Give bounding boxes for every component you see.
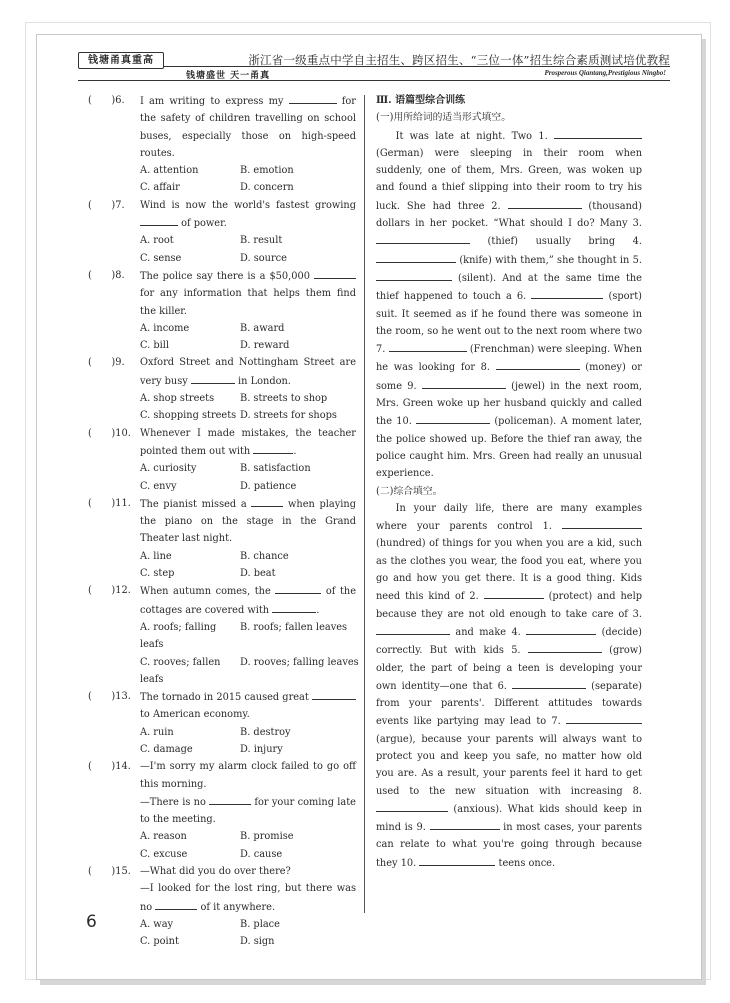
question-number: ( )15. bbox=[88, 866, 131, 878]
passage-blank-3[interactable] bbox=[376, 623, 450, 635]
question-number: ( )7. bbox=[88, 199, 125, 211]
passage-text: (Frenchman) were sleeping. When he was looking for 8. bbox=[376, 344, 643, 374]
question-number: ( )13. bbox=[88, 691, 131, 703]
right-column bbox=[376, 92, 642, 872]
option-b[interactable]: B. promise bbox=[240, 831, 294, 843]
question-number: ( )14. bbox=[88, 761, 131, 773]
stem-text: —I looked for the lost ring, but there was no bbox=[140, 883, 356, 913]
question-10 bbox=[88, 425, 356, 495]
stem-text: in London. bbox=[234, 375, 291, 387]
stem-text: when playing the piano on the stage in the Grand Theater last night. bbox=[140, 498, 356, 545]
passage-blank-9[interactable] bbox=[430, 818, 500, 830]
option-a[interactable]: A. line bbox=[140, 550, 172, 562]
passage-blank-9[interactable] bbox=[422, 377, 506, 389]
option-a[interactable]: A. reason bbox=[140, 831, 187, 843]
stem-text: of power. bbox=[178, 218, 227, 230]
passage-blank-1[interactable] bbox=[554, 127, 642, 139]
options bbox=[140, 828, 356, 863]
question-13 bbox=[88, 688, 356, 758]
passage-blank-2[interactable] bbox=[508, 197, 582, 209]
answer-blank[interactable] bbox=[251, 495, 283, 507]
option-b[interactable]: B. destroy bbox=[240, 726, 291, 738]
stem-text: for your coming late to the meeting. bbox=[140, 796, 356, 826]
question-9 bbox=[88, 354, 356, 424]
passage-blank-5[interactable] bbox=[528, 641, 602, 653]
passage-text: (jewel) in the next room, Mrs. Green woke up her husband quickly and called the 10. bbox=[376, 380, 642, 428]
option-b[interactable]: B. place bbox=[240, 918, 280, 930]
option-d[interactable]: D. beat bbox=[240, 568, 276, 580]
question-stem bbox=[140, 354, 356, 390]
question-stem bbox=[140, 425, 356, 461]
header-rule-bottom bbox=[78, 80, 670, 81]
option-d[interactable]: D. concern bbox=[240, 182, 294, 194]
passage-blank-7[interactable] bbox=[389, 340, 467, 352]
passage-blank-3[interactable] bbox=[376, 232, 470, 244]
answer-blank[interactable] bbox=[312, 688, 356, 700]
option-c[interactable]: C. bill bbox=[140, 340, 170, 352]
question-number: ( )12. bbox=[88, 585, 131, 597]
stem-text: I am writing to express my bbox=[140, 96, 284, 107]
question-number: ( )10. bbox=[88, 427, 131, 439]
option-c[interactable]: C. step bbox=[140, 568, 175, 580]
part2-title: (二)综合填空。 bbox=[376, 485, 443, 497]
stem-text: The pianist missed a bbox=[140, 498, 247, 510]
dialogue-line: —What did you do over there? bbox=[140, 866, 291, 878]
passage-text: (hundred) of things for you when you are a kid, such as the clothes you wear, the food you eat, where you go and how you get there. It is a good thing. Kids need this kind of 2. bbox=[376, 538, 642, 603]
passage-text: (argue), because your parents will always want to protect you and keep you safe, no matter how old you are. As a result, your parents feel it hard to get used to the new situation with increasing 8. bbox=[376, 733, 642, 797]
option-b[interactable]: B. satisfaction bbox=[240, 463, 311, 475]
stem-text: for any information that helps them find the killer. bbox=[140, 288, 356, 317]
option-c[interactable]: C. affair bbox=[140, 182, 180, 194]
options bbox=[140, 724, 356, 759]
option-b[interactable]: B. emotion bbox=[240, 165, 294, 177]
question-number: ( )8. bbox=[88, 269, 125, 281]
dialogue-line bbox=[140, 880, 356, 916]
passage-blank-10[interactable] bbox=[416, 412, 490, 424]
option-b[interactable]: B. roofs; fallen leaves bbox=[240, 621, 348, 633]
logo-sub: 钱塘盛世 天一甬真 bbox=[186, 71, 271, 81]
option-a[interactable]: A. income bbox=[140, 322, 190, 334]
option-d[interactable]: D. cause bbox=[240, 848, 283, 860]
stem-text: of it anywhere. bbox=[197, 901, 276, 913]
option-b[interactable]: B. chance bbox=[240, 550, 289, 562]
header-title: 浙江省一级重点中学自主招生、跨区招生、“三位一体”招生综合素质测试培优教程 bbox=[248, 53, 670, 67]
page-header bbox=[78, 50, 670, 84]
stem-text: Wind is now the world's fastest growing bbox=[140, 199, 356, 211]
option-d[interactable]: D. injury bbox=[240, 743, 283, 755]
option-b[interactable]: B. streets to shop bbox=[240, 393, 328, 405]
options bbox=[140, 232, 356, 267]
option-a[interactable]: A. attention bbox=[140, 165, 199, 177]
option-c[interactable]: C. point bbox=[140, 936, 179, 948]
answer-blank[interactable] bbox=[314, 267, 356, 279]
option-c[interactable]: C. damage bbox=[140, 743, 193, 755]
option-c[interactable]: C. rooves; fallen leafs bbox=[140, 656, 221, 685]
passage-1 bbox=[376, 127, 642, 483]
passage-text: (decide) correctly. But with kids 5. bbox=[376, 626, 642, 657]
section-title: Ⅲ. 语篇型综合训练 bbox=[376, 95, 466, 106]
passage-text: (grow) older, the part of being a teen is developing your own identity—one that 6. bbox=[376, 645, 642, 692]
passage-text: (money) or some 9. bbox=[376, 362, 642, 392]
answer-blank[interactable] bbox=[275, 582, 321, 594]
question-stem bbox=[140, 495, 356, 548]
option-a[interactable]: A. way bbox=[140, 918, 174, 930]
question-number: ( )6. bbox=[88, 95, 125, 106]
passage-blank-4[interactable] bbox=[376, 251, 456, 263]
passage-text: (thousand) dollars in her pocket. “What should I do? Many 3. bbox=[376, 200, 642, 230]
question-stem bbox=[140, 863, 356, 916]
question-6 bbox=[88, 92, 356, 197]
passage-blank-5[interactable] bbox=[376, 269, 452, 281]
question-11 bbox=[88, 495, 356, 582]
options bbox=[140, 916, 356, 951]
question-stem bbox=[140, 582, 356, 619]
passage-text: It was late at night. Two 1. bbox=[395, 130, 554, 142]
stem-text: Oxford Street and Nottingham Street are very busy bbox=[140, 357, 356, 387]
option-d[interactable]: D. reward bbox=[240, 340, 290, 352]
question-stem bbox=[140, 758, 356, 828]
dialogue-line: —I'm sorry my alarm clock failed to go off this morning. bbox=[140, 761, 356, 790]
passage-blank-6[interactable] bbox=[512, 677, 586, 689]
passage-text: and make 4. bbox=[450, 626, 527, 638]
stem-text: . bbox=[293, 445, 297, 457]
passage-text: (separate) from your parents'. Different attitudes towards events like partying may lead to 7. bbox=[376, 680, 642, 728]
passage-2 bbox=[376, 500, 642, 872]
option-d[interactable]: D. rooves; falling leaves bbox=[240, 656, 359, 668]
passage-text: (knife) with them,” she thought in 5. bbox=[456, 254, 642, 266]
header-subtitle: Prosperous Qiantang,Prestigious Ningbo! bbox=[544, 69, 666, 77]
passage-blank-1[interactable] bbox=[562, 517, 642, 529]
option-c[interactable]: C. shopping streets bbox=[140, 410, 237, 422]
stem-text: . bbox=[316, 604, 320, 616]
question-12 bbox=[88, 582, 359, 688]
passage-text: (sport) suit. It seemed as if he found there was someone in the room, so he went out to the next room where two 7. bbox=[376, 291, 642, 356]
option-a[interactable]: A. shop streets bbox=[140, 393, 215, 405]
passage-blank-8[interactable] bbox=[496, 358, 580, 370]
left-column bbox=[88, 92, 359, 951]
question-number: ( )9. bbox=[88, 357, 125, 369]
question-7 bbox=[88, 197, 356, 267]
option-d[interactable]: D. patience bbox=[240, 480, 297, 492]
dialogue-line bbox=[140, 793, 356, 829]
question-stem bbox=[140, 688, 356, 724]
passage-text: teens once. bbox=[495, 857, 556, 869]
stem-text: When autumn comes, the bbox=[140, 586, 271, 598]
options bbox=[140, 390, 356, 425]
option-a[interactable]: A. roofs; falling leafs bbox=[140, 621, 217, 651]
passage-text: (silent). And at the same time the thief happened to touch a 6. bbox=[376, 272, 642, 303]
passage-text: in most cases, your parents can relate to what you're going through because they 10. bbox=[376, 822, 642, 869]
stem-text: to American economy. bbox=[140, 709, 250, 721]
option-c[interactable]: C. excuse bbox=[140, 848, 188, 860]
option-a[interactable]: A. ruin bbox=[140, 726, 174, 738]
passage-text: (German) were sleeping in their room when suddenly, one of them, Mrs. Green, was woken up and found a thief slipping into their room to try his luck. She had three 2. bbox=[376, 147, 642, 212]
passage-text: (thief) usually bring 4. bbox=[470, 236, 642, 248]
question-8 bbox=[88, 267, 356, 354]
question-15 bbox=[88, 863, 356, 950]
passage-text: (anxious). What kids should keep in mind is 9. bbox=[376, 803, 642, 834]
stem-text: The police say there is a $50,000 bbox=[140, 270, 310, 282]
page-number: 6 bbox=[86, 912, 97, 932]
option-d[interactable]: D. sign bbox=[240, 936, 275, 948]
stem-text: The tornado in 2015 caused great bbox=[140, 692, 309, 704]
option-a[interactable]: A. root bbox=[140, 235, 174, 247]
answer-blank[interactable] bbox=[209, 793, 251, 805]
options bbox=[140, 460, 356, 495]
answer-blank[interactable] bbox=[289, 92, 337, 104]
question-number: ( )11. bbox=[88, 497, 131, 509]
options bbox=[140, 320, 356, 355]
passage-text: In your daily life, there are many examples where your parents control 1. bbox=[376, 502, 642, 533]
passage-text: (policeman). A moment later, the police showed up. Before the thief ran away, the police caught him. Mrs. Green had really an unusual experience. bbox=[376, 416, 643, 480]
stem-text: of the cottages are covered with bbox=[140, 586, 356, 616]
question-stem bbox=[140, 92, 356, 162]
question-stem bbox=[140, 267, 356, 320]
passage-text: (protect) and help because they are not old enough to take care of 3. bbox=[376, 591, 642, 620]
question-stem bbox=[140, 197, 356, 233]
answer-blank[interactable] bbox=[191, 372, 235, 384]
option-d[interactable]: D. streets for shops bbox=[240, 410, 337, 422]
option-d[interactable]: D. source bbox=[240, 252, 287, 264]
question-14 bbox=[88, 758, 356, 863]
option-c[interactable]: C. envy bbox=[140, 480, 177, 492]
column-divider bbox=[364, 95, 365, 913]
options bbox=[140, 548, 356, 583]
passage-blank-10[interactable] bbox=[419, 854, 495, 866]
passage-blank-4[interactable] bbox=[526, 623, 596, 635]
option-c[interactable]: C. sense bbox=[140, 252, 182, 264]
answer-blank[interactable] bbox=[253, 442, 293, 454]
passage-blank-6[interactable] bbox=[531, 287, 603, 299]
answer-blank[interactable] bbox=[140, 214, 178, 226]
part1-title: (一)用所给词的适当形式填空。 bbox=[376, 112, 512, 124]
option-b[interactable]: B. result bbox=[240, 235, 283, 247]
stem-text: for the safety of children travelling on school buses, especially those on high-speed routes. bbox=[140, 96, 356, 159]
option-a[interactable]: A. curiosity bbox=[140, 463, 197, 475]
options bbox=[140, 162, 356, 197]
answer-blank[interactable] bbox=[272, 601, 316, 613]
passage-blank-7[interactable] bbox=[566, 712, 642, 724]
passage-blank-8[interactable] bbox=[376, 800, 448, 812]
logo-main: 钱塘甬真重高 bbox=[78, 52, 164, 69]
options bbox=[140, 619, 359, 688]
stem-text: —There is no bbox=[140, 796, 206, 808]
stem-text: Whenever I made mistakes, the teacher pointed them out with bbox=[140, 427, 356, 457]
passage-blank-2[interactable] bbox=[484, 587, 544, 599]
option-b[interactable]: B. award bbox=[240, 322, 285, 334]
answer-blank[interactable] bbox=[155, 898, 197, 910]
